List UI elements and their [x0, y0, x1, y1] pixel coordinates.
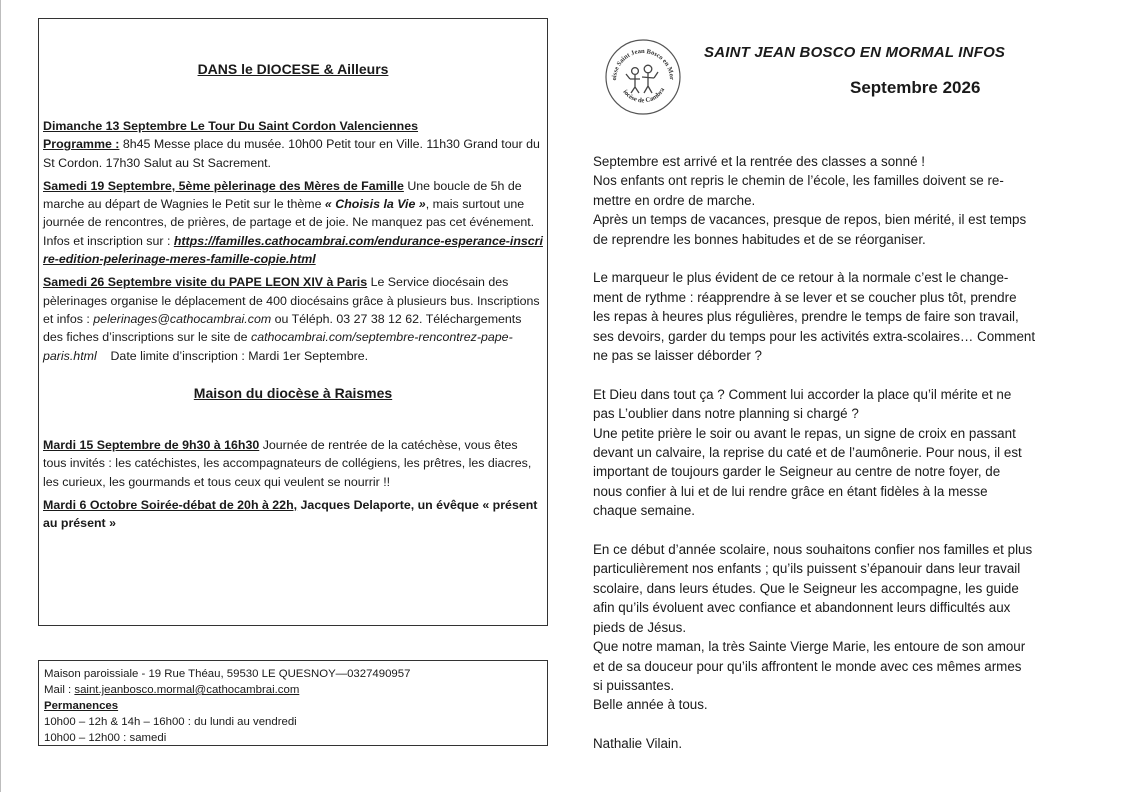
- letter-line: les repas à heures plus régulières, prendre le temps de faire son travail,: [593, 309, 1019, 325]
- letter-line: de reprendre les bonnes habitudes et de se réorganiser.: [593, 231, 926, 247]
- letter-line: pas L’oublier dans notre planning si chargé ?: [593, 406, 859, 422]
- event-text: Jacques Delaporte, un évêque « présent au présent »: [43, 497, 538, 531]
- maison-events-list: [43, 436, 543, 537]
- event-title: Mardi 15 Septembre de 9h30 à 16h30: [43, 438, 260, 452]
- letter-line: Nos enfants ont repris le chemin de l’école, les familles doivent se re-: [593, 173, 1004, 189]
- event-label: Programme :: [43, 137, 120, 152]
- letter-line: Nathalie Vilain.: [593, 736, 683, 752]
- letter-paragraph: [593, 540, 1093, 715]
- event-text: 8h45 Messe place du musée. 10h00 Petit tour en Ville. 11h30 Grand tour du St Cordon. 17h30 Salut au St Sacrement.: [43, 137, 540, 170]
- letter-line: afin qu’ils évoluent avec confiance et abandonnent leurs difficultés aux: [593, 600, 1011, 616]
- hours-saturday: 10h00 – 12h00 : samedi: [44, 732, 167, 744]
- pape-site-link[interactable]: cathocambrai.com/septembre-rencontrez-pape-paris.html: [43, 330, 513, 363]
- event-title: Samedi 26 Septembre visite du PAPE LEON XIV à Paris: [43, 275, 368, 290]
- letter-line: ne pas se laisser déborder ?: [593, 348, 762, 364]
- diocese-heading: DANS le DIOCESE & Ailleurs: [197, 61, 389, 77]
- event-text: ou Téléph. 03 27 38 12 62. Téléchargements des fiches d’inscriptions sur le site de: [43, 311, 522, 345]
- event-title: Samedi 19 Septembre, 5ème pèlerinage des Mères de Famille: [43, 178, 404, 193]
- letter-line: particulièrement nos enfants ; qu’ils puissent s’épanouir dans leur travail: [593, 561, 1021, 577]
- letter-line: Une petite prière le soir ou avant le repas, un signe de croix en passant: [593, 425, 1016, 441]
- event-meres-famille: [43, 177, 543, 268]
- letter-line: nous confier à lui et de lui rendre grâce en étant fidèles à la messe: [593, 483, 988, 499]
- inscription-link[interactable]: https://familles.cathocambrai.com/endurance-esperance-inscrire-edition-pelerinage-meres-famille-copie.html: [43, 233, 543, 267]
- letter-line: Septembre est arrivé et la rentrée des classes a sonné !: [593, 154, 925, 169]
- bulletin-title: SAINT JEAN BOSCO EN MORMAL INFOS: [704, 44, 1006, 61]
- event-text: , mais surtout une journée de rencontres, de prières, de partage et de joie. Ne manquez pas cet événement. Infos et inscription sur :: [43, 197, 535, 248]
- letter-line: devant un calvaire, la reprise du caté et de l’aumônerie. Pour nous, il est: [593, 445, 1022, 461]
- event-pape-paris: [43, 273, 543, 364]
- bulletin-date: Septembre 2026: [850, 78, 981, 97]
- event-soiree-debat: [43, 496, 543, 533]
- letter-paragraph: [593, 385, 1093, 521]
- letter-line: Le marqueur le plus évident de ce retour à la normale c’est le change-: [593, 270, 1009, 286]
- editorial-letter: [593, 152, 1093, 773]
- parish-info-box: [38, 660, 548, 746]
- letter-line: Belle année à tous.: [593, 697, 708, 713]
- letter-signature: [593, 734, 1093, 753]
- letter-line: Que notre maman, la très Sainte Vierge Marie, les entoure de son amour: [593, 639, 1026, 655]
- letter-line: En ce début d’année scolaire, nous souhaitons confier nos familles et plus: [593, 542, 1033, 558]
- letter-line: pieds de Jésus.: [593, 619, 687, 635]
- letter-line: important de toujours garder le Seigneur au centre de notre foyer, de: [593, 464, 1001, 480]
- letter-paragraph: [593, 152, 1093, 249]
- letter-line: ment de rythme : réapprendre à se lever et se coucher plus tôt, prendre: [593, 289, 1017, 305]
- event-text: Le Service diocésain des pèlerinages organise le déplacement de 400 diocésains grâce à plusieurs bus. Inscriptions et infos :: [43, 275, 540, 326]
- letter-paragraph: [593, 268, 1093, 365]
- event-text: Journée de rentrée de la catéchèse, vous êtes tous invités : les catéchistes, les accompagnateurs de collégiens, les prêtres, les diacres, les curieux, les gourmands et tous ceux qui veulent se nourrir !!: [43, 438, 532, 489]
- parish-address: Maison paroissiale - 19 Rue Théau, 59530 LE QUESNOY—0327490957: [44, 668, 411, 680]
- event-theme: « Choisis la Vie »: [324, 197, 426, 212]
- page-edge-divider: [0, 0, 1, 792]
- letter-line: Après un temps de vacances, presque de repos, bien mérité, il est temps: [593, 212, 1027, 228]
- event-text: Une boucle de 5h de marche au départ de Wagnies le Petit sur le thème: [43, 178, 522, 212]
- parish-logo: [604, 38, 682, 116]
- letter-line: chaque semaine.: [593, 503, 695, 519]
- mail-link[interactable]: saint.jeanbosco.mormal@cathocambrai.com: [74, 684, 300, 696]
- permanences-label: Permanences: [44, 700, 119, 712]
- mail-label: Mail :: [44, 684, 75, 696]
- letter-line: et de sa douceur pour qu’ils affrontent le monde avec ces mêmes armes: [593, 658, 1022, 674]
- event-catechese: [43, 436, 543, 491]
- event-saint-cordon: [43, 117, 543, 172]
- letter-line: si puissantes.: [593, 677, 675, 693]
- pelerinages-email[interactable]: pelerinages@cathocambrai.com: [93, 311, 272, 326]
- event-title: Dimanche 13 Septembre Le Tour Du Saint Cordon Valenciennes: [43, 119, 419, 133]
- letter-line: mettre en ordre de marche.: [593, 192, 756, 208]
- event-deadline: Date limite d’inscription : Mardi 1er Septembre.: [96, 348, 369, 363]
- logo-text-bottom: iocèse de Cambra: [621, 86, 667, 105]
- letter-line: scolaire, dans leurs études. Que le Seigneur les accompagne, les guide: [593, 580, 1019, 596]
- diocese-events-list: [43, 117, 543, 370]
- maison-heading: Maison du diocèse à Raismes: [193, 385, 393, 401]
- diocese-events-box: [38, 18, 548, 626]
- letter-line: Et Dieu dans tout ça ? Comment lui accorder la place qu’il mérite et ne: [593, 386, 1012, 402]
- parish-mail-line: [44, 682, 542, 698]
- event-title: Mardi 6 Octobre Soirée-débat de 20h à 22h,: [43, 497, 298, 512]
- hours-weekday: 10h00 – 12h & 14h – 16h00 : du lundi au vendredi: [44, 716, 297, 728]
- letter-line: ses devoirs, garder du temps pour les activités extra-scolaires… Comment: [593, 328, 1036, 344]
- logo-text-top: oisse Saint Jean Bosco en Mor: [610, 47, 676, 81]
